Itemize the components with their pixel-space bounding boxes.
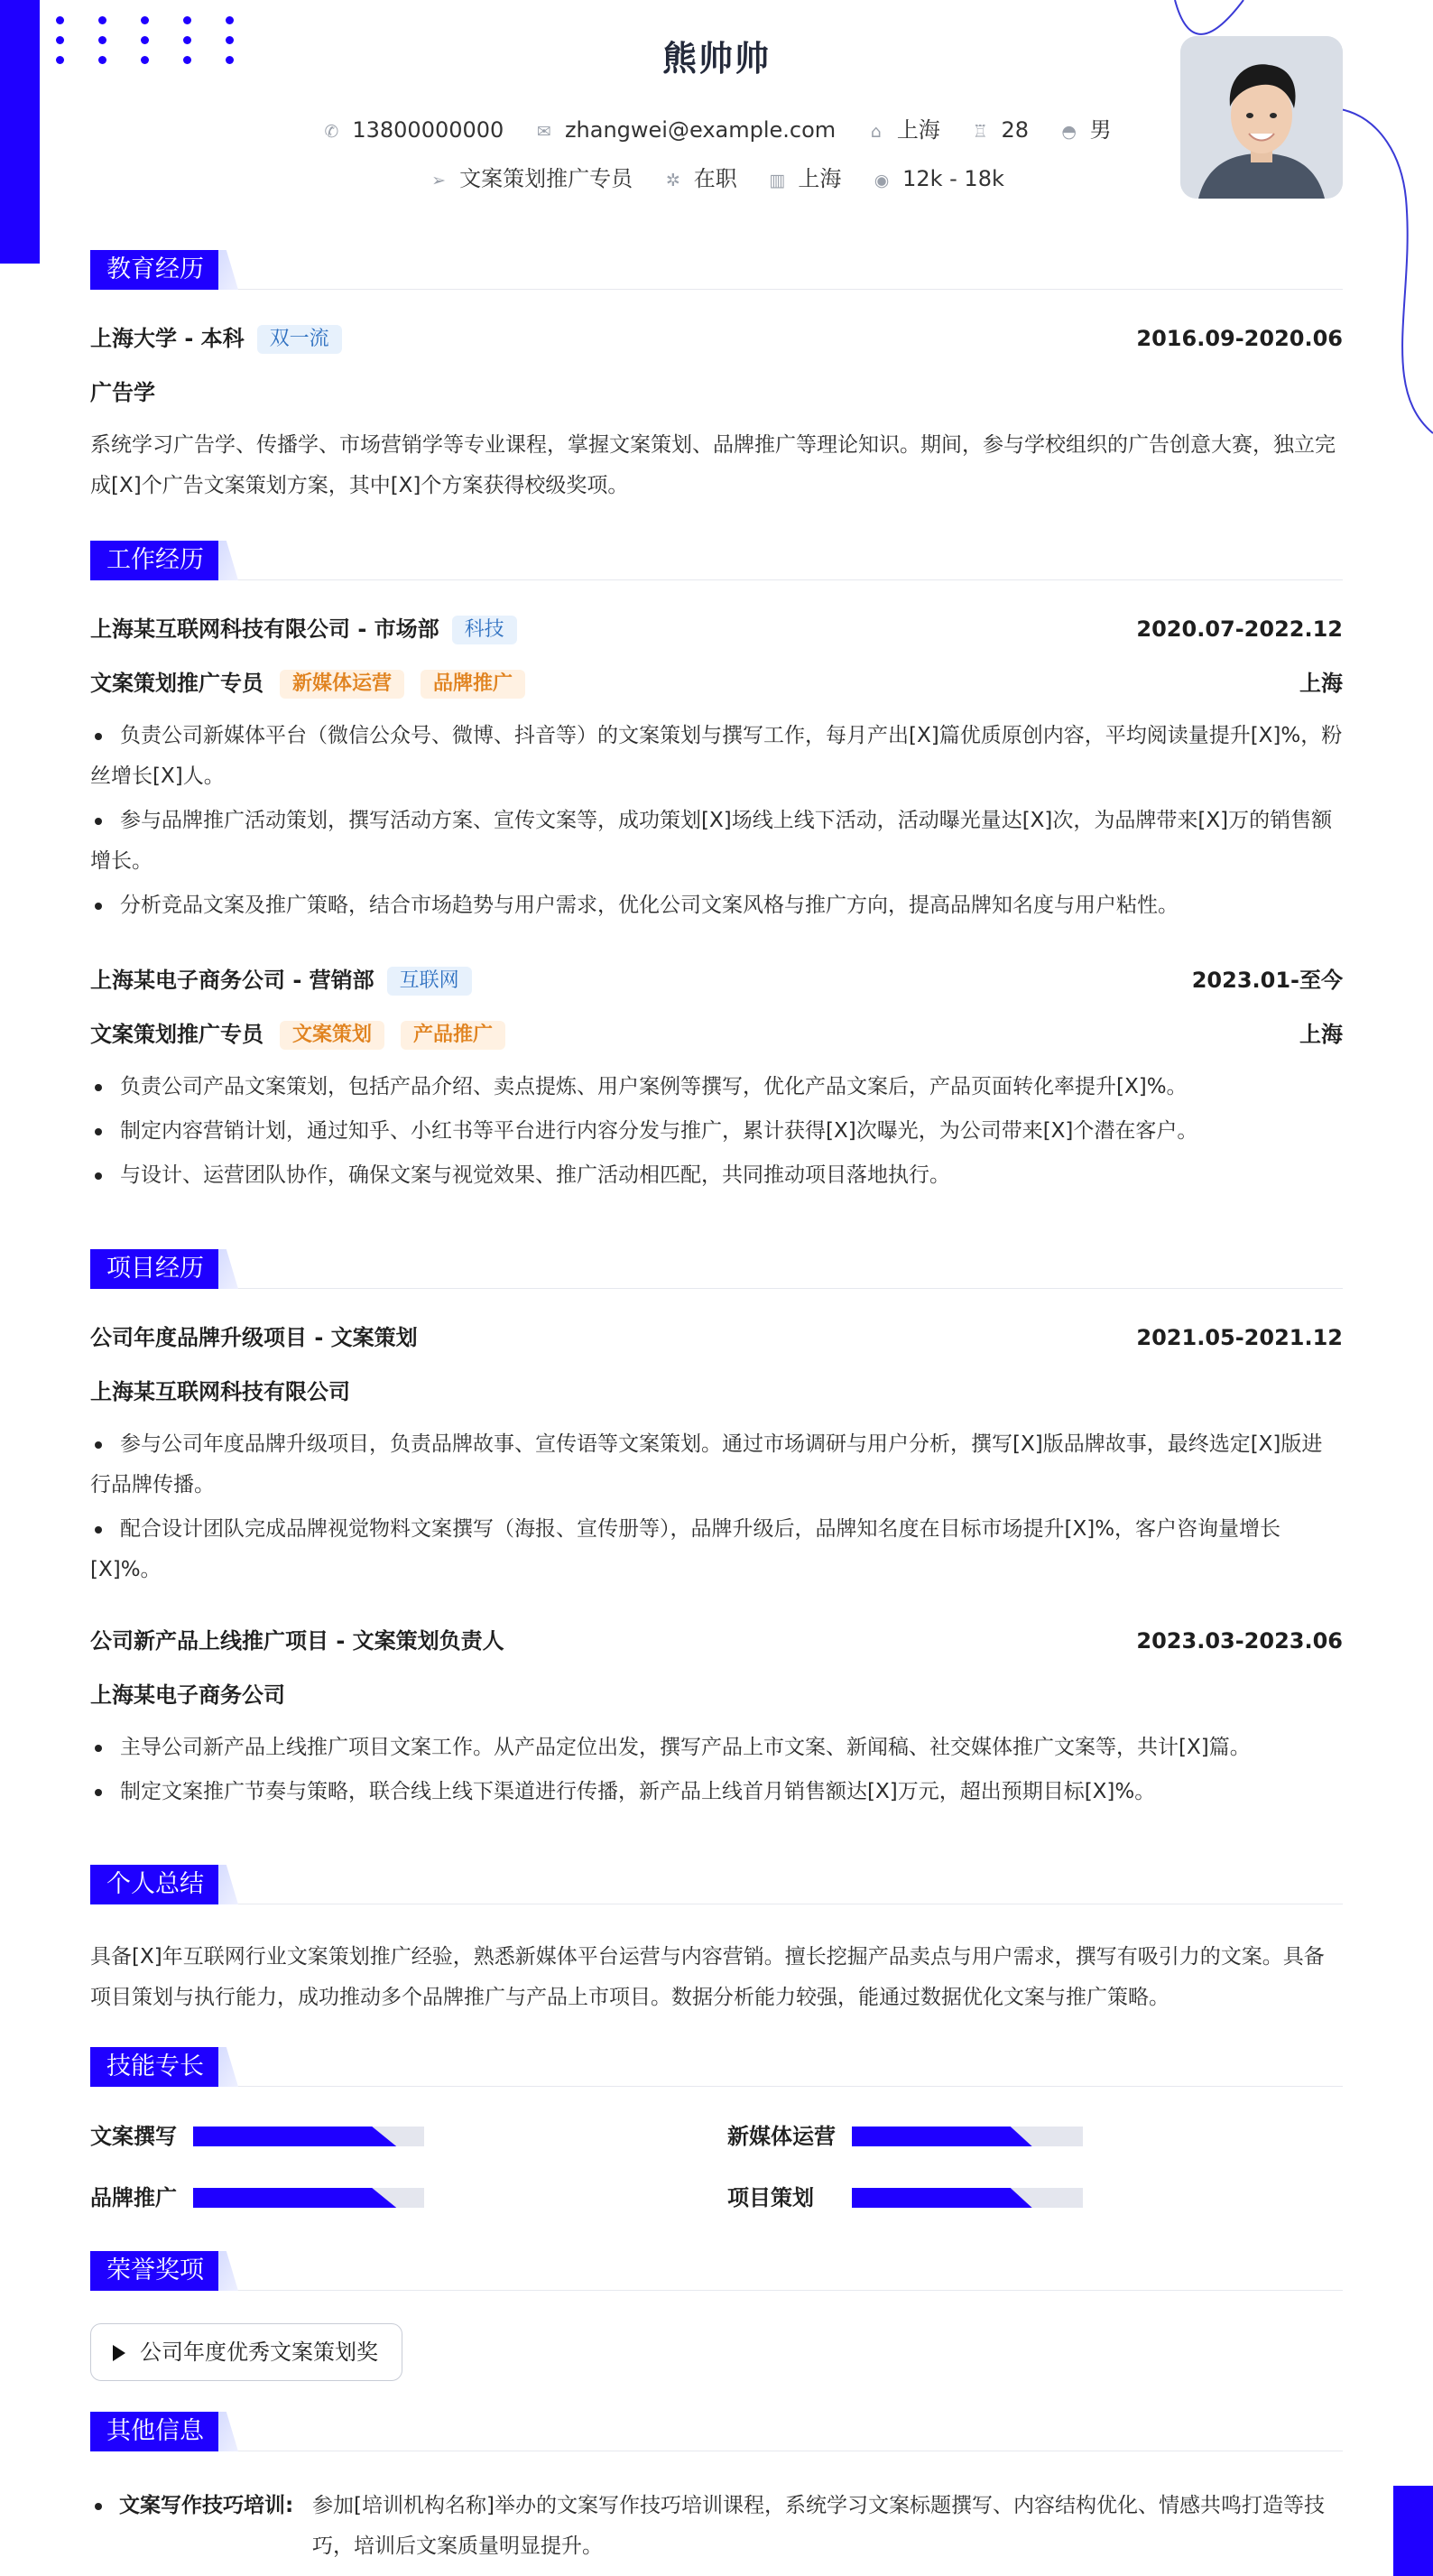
email-text: zhangwei@example.com bbox=[564, 117, 837, 143]
city-item bbox=[866, 112, 940, 144]
resume-page bbox=[90, 0, 1343, 2558]
list-item: 负责公司产品文案策划，包括产品介绍、卖点提炼、用户案例等撰写，优化产品文案后，产品页面转化率提升[X]%。 bbox=[90, 1067, 1343, 1107]
list-item: 分析竞品文案及推广策略，结合市场趋势与用户需求，优化公司文案风格与推广方向，提高品牌知名度与用户粘性。 bbox=[90, 885, 1343, 926]
skill-bar bbox=[852, 2188, 1083, 2208]
award-badge bbox=[90, 2323, 402, 2381]
project-bullets bbox=[90, 1728, 1343, 1816]
skill-name: 新媒体运营 bbox=[727, 2124, 836, 2149]
skill-tag: 品牌推广 bbox=[421, 670, 525, 699]
skill-name: 项目策划 bbox=[727, 2185, 814, 2210]
job-role: 文案策划推广专员 bbox=[90, 1022, 263, 1047]
section-title-tail bbox=[218, 2047, 238, 2087]
section-header bbox=[90, 1249, 1343, 1289]
skill-bar-fill bbox=[193, 2188, 396, 2208]
summary-text: 具备[X]年互联网行业文案策划推广经验，熟悉新媒体平台运营与内容营销。擅长挖掘产品卖点与用户需求，撰写有吸引力的文案。具备项目策划与执行能力，成功推动多个品牌推广与产品上市项目。数据分析能力较强，能通过数据优化文案与推广策略。 bbox=[90, 1945, 1325, 2009]
job-role: 文案策划推广专员 bbox=[90, 671, 263, 696]
target-city-text: 上海 bbox=[798, 166, 842, 191]
list-item: 制定文案推广节奏与策略，联合线上线下渠道进行传播，新产品上线首月销售额达[X]万元，超出预期目标[X]%。 bbox=[90, 1772, 1343, 1812]
project-company: 上海某互联网科技有限公司 bbox=[90, 1379, 350, 1404]
city-text: 上海 bbox=[896, 117, 940, 143]
project-company: 上海某电子商务公司 bbox=[90, 1682, 285, 1708]
job-title-text: 文案策划推广专员 bbox=[459, 166, 633, 191]
job-bullets bbox=[90, 716, 1343, 930]
skill-bar-fill bbox=[852, 2188, 1032, 2208]
job-company-row bbox=[90, 613, 1343, 645]
skill-bar bbox=[852, 2127, 1083, 2146]
list-item: 参与公司年度品牌升级项目，负责品牌故事、宣传语等文案策划。通过市场调研与用户分析，撰写[X]版品牌故事，最终选定[X]版进行品牌传播。 bbox=[90, 1424, 1343, 1506]
section-title: 技能专长 bbox=[90, 2047, 220, 2087]
mail-icon: ✉ bbox=[536, 122, 551, 142]
list-item: 负责公司新媒体平台（微信公众号、微博、抖音等）的文案策划与撰写工作，每月产出[X]篇优质原创内容，平均阅读量提升[X]%，粉丝增长[X]人。 bbox=[90, 716, 1343, 797]
school-name: 上海大学 - 本科 bbox=[90, 326, 245, 351]
job-role-row bbox=[90, 667, 1343, 700]
job-city: 上海 bbox=[1299, 1022, 1343, 1047]
phone-item bbox=[321, 117, 504, 143]
skill-name: 文案撰写 bbox=[90, 2124, 177, 2149]
project-period: 2021.05-2021.12 bbox=[1136, 1325, 1343, 1350]
industry-tag: 互联网 bbox=[387, 967, 472, 996]
skill-tag: 文案策划 bbox=[280, 1021, 384, 1050]
skills-section bbox=[90, 2047, 1343, 2210]
section-title-tail bbox=[218, 1249, 238, 1289]
avatar bbox=[1180, 36, 1343, 199]
section-title-tail bbox=[218, 2251, 238, 2291]
skill-bar-fill bbox=[852, 2127, 1032, 2146]
skill-tag: 产品推广 bbox=[401, 1021, 505, 1050]
section-title-tail bbox=[218, 2412, 238, 2451]
education-row bbox=[90, 322, 1343, 355]
right-accent-bar bbox=[1393, 2486, 1433, 2576]
projects-section bbox=[90, 1249, 1343, 1803]
money-icon: ◉ bbox=[874, 171, 890, 190]
resume-header bbox=[90, 0, 1343, 244]
skill-name: 品牌推广 bbox=[90, 2185, 177, 2210]
section-title-tail bbox=[218, 250, 238, 290]
award-name: 公司年度优秀文案策划奖 bbox=[140, 2340, 378, 2365]
list-item: 参与品牌推广活动策划，撰写活动方案、宣传文案等，成功策划[X]场线上线下活动，活动曝光量达[X]次，为品牌带来[X]万的销售额增长。 bbox=[90, 801, 1343, 882]
send-icon: ➢ bbox=[431, 171, 447, 190]
status-text: 在职 bbox=[693, 166, 737, 191]
age-item bbox=[970, 117, 1029, 143]
project-period: 2023.03-2023.06 bbox=[1136, 1628, 1343, 1654]
project-row bbox=[90, 1625, 1343, 1657]
section-header bbox=[90, 1865, 1343, 1904]
section-header bbox=[90, 2047, 1343, 2087]
other-section bbox=[90, 2412, 1343, 2558]
other-item-key: 文案写作技巧培训: bbox=[119, 2494, 294, 2517]
major-name: 广告学 bbox=[90, 380, 155, 405]
project-name: 公司年度品牌升级项目 - 文案策划 bbox=[90, 1325, 418, 1350]
project-row bbox=[90, 1321, 1343, 1354]
section-header bbox=[90, 2251, 1343, 2291]
skill-bar bbox=[193, 2127, 424, 2146]
section-title: 个人总结 bbox=[90, 1865, 220, 1904]
job-role-row bbox=[90, 1018, 1343, 1051]
list-item: 制定内容营销计划，通过知乎、小红书等平台进行内容分发与推广，累计获得[X]次曝光，为公司带来[X]个潜在客户。 bbox=[90, 1111, 1343, 1152]
contact-line bbox=[90, 112, 1343, 144]
job-period: 2020.07-2022.12 bbox=[1136, 616, 1343, 642]
list-item: 配合设计团队完成品牌视觉物料文案撰写（海报、宣传册等），品牌升级后，品牌知名度在目标市场提升[X]%，客户咨询量增长[X]%。 bbox=[90, 1509, 1343, 1590]
section-title: 项目经历 bbox=[90, 1249, 220, 1289]
left-accent-bar bbox=[0, 0, 40, 264]
job-title-item bbox=[429, 161, 633, 192]
job-city: 上海 bbox=[1299, 671, 1343, 696]
triangle-icon bbox=[113, 2345, 125, 2361]
job-period: 2023.01-至今 bbox=[1191, 968, 1343, 993]
gender-text: 男 bbox=[1089, 117, 1112, 143]
target-city-item bbox=[767, 161, 841, 192]
salary-text: 12k - 18k bbox=[902, 166, 1004, 191]
gender-icon: ◓ bbox=[1061, 122, 1077, 142]
section-header bbox=[90, 250, 1343, 290]
phone-text: 13800000000 bbox=[352, 117, 504, 143]
skill-tag: 新媒体运营 bbox=[280, 670, 404, 699]
section-title: 其他信息 bbox=[90, 2412, 220, 2451]
job-bullets bbox=[90, 1067, 1343, 1200]
section-title: 教育经历 bbox=[90, 250, 220, 290]
salary-item bbox=[872, 166, 1004, 191]
school-tag: 双一流 bbox=[257, 325, 342, 354]
section-header bbox=[90, 2412, 1343, 2451]
company-name: 上海某电子商务公司 - 营销部 bbox=[90, 968, 374, 993]
project-company-row bbox=[90, 1679, 1343, 1711]
project-bullets bbox=[90, 1424, 1343, 1594]
section-title-tail bbox=[218, 541, 238, 580]
section-title: 荣誉奖项 bbox=[90, 2251, 220, 2291]
age-text: 28 bbox=[1001, 117, 1029, 143]
bullet-dot bbox=[95, 2503, 102, 2510]
list-item: 与设计、运营团队协作，确保文案与视觉效果、推广活动相匹配，共同推动项目落地执行。 bbox=[90, 1155, 1343, 1196]
company-name: 上海某互联网科技有限公司 - 市场部 bbox=[90, 616, 439, 642]
status-item bbox=[663, 161, 737, 192]
job-intent-line bbox=[90, 161, 1343, 192]
building-icon: ▥ bbox=[769, 171, 786, 190]
list-item: 主导公司新产品上线推广项目文案工作。从产品定位出发，撰写产品上市文案、新闻稿、社交媒体推广文案等，共计[X]篇。 bbox=[90, 1728, 1343, 1768]
section-title-tail bbox=[218, 1865, 238, 1904]
job-company-row bbox=[90, 964, 1343, 996]
work-section bbox=[90, 541, 1343, 1187]
phone-icon: ✆ bbox=[324, 122, 339, 142]
email-item bbox=[534, 117, 836, 143]
age-icon: ♖ bbox=[972, 122, 988, 142]
candidate-name: 熊帅帅 bbox=[661, 39, 771, 79]
gender-item bbox=[1059, 112, 1112, 144]
education-description: 系统学习广告学、传播学、市场营销学等专业课程，掌握文案策划、品牌推广等理论知识。期间，参与学校组织的广告创意大赛，独立完成[X]个广告文案策划方案，其中[X]个方案获得校级奖项。 bbox=[90, 433, 1336, 497]
skill-bar-fill bbox=[193, 2127, 396, 2146]
section-header bbox=[90, 541, 1343, 580]
summary-section bbox=[90, 1865, 1343, 2009]
project-name: 公司新产品上线推广项目 - 文案策划负责人 bbox=[90, 1628, 504, 1654]
list-item bbox=[90, 2486, 1343, 2569]
education-period: 2016.09-2020.06 bbox=[1136, 326, 1343, 351]
major-row bbox=[90, 376, 1343, 409]
home-icon: ⌂ bbox=[870, 122, 882, 142]
industry-tag: 科技 bbox=[452, 616, 517, 644]
project-company-row bbox=[90, 1376, 1343, 1408]
status-icon: ✲ bbox=[665, 171, 680, 190]
other-item-value: 参加[培训机构名称]举办的文案写作技巧培训课程，系统学习文案标题撰写、内容结构优化、情感共鸣打造等技巧，培训后文案质量明显提升。 bbox=[312, 2494, 1325, 2558]
section-title: 工作经历 bbox=[90, 541, 220, 580]
education-section bbox=[90, 250, 1343, 497]
honors-section bbox=[90, 2251, 1343, 2365]
skill-bar bbox=[193, 2188, 424, 2208]
